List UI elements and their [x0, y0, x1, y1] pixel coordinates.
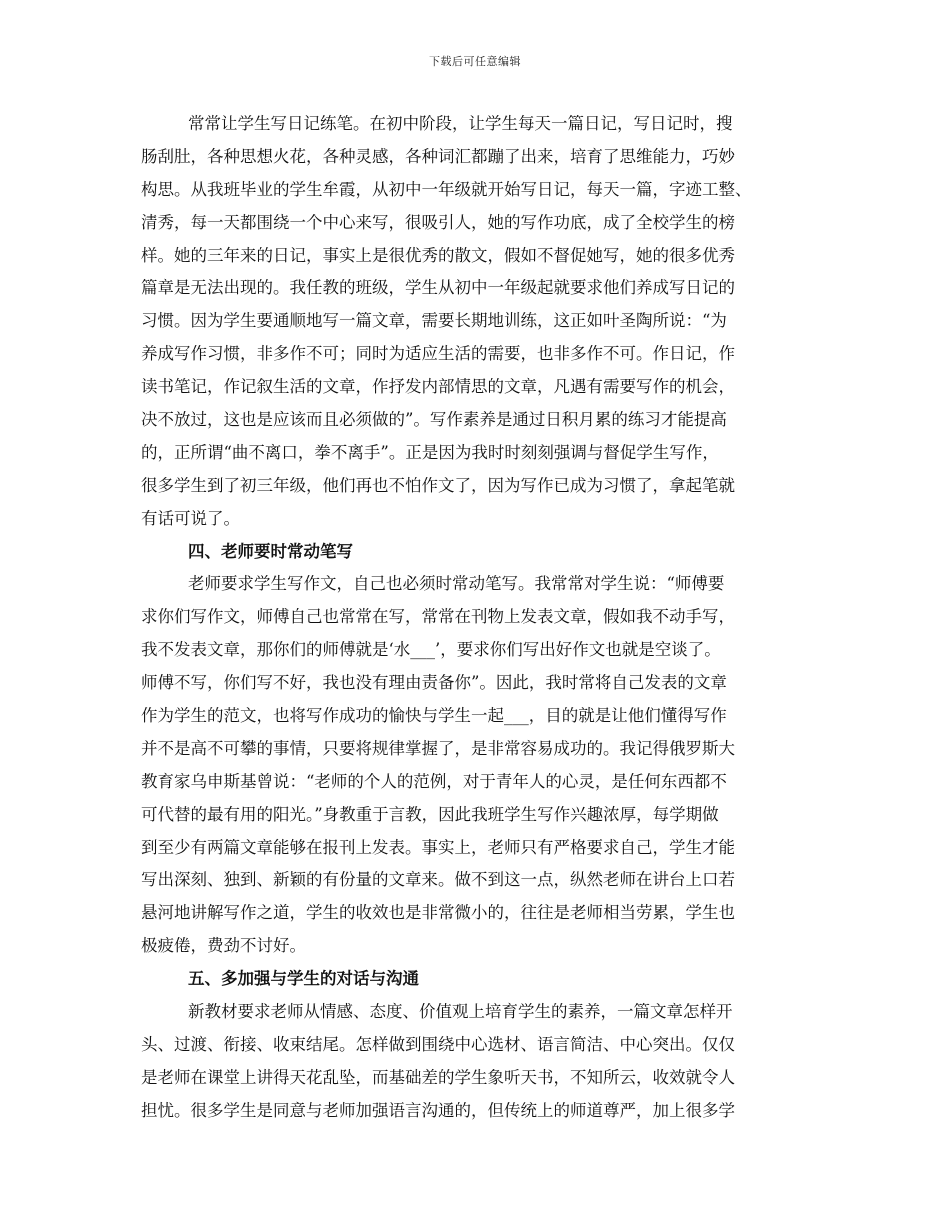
document-body: [141, 108, 826, 1128]
paragraph-line: 样。她的三年来的日记，事实上是很优秀的散文，假如不督促她写，她的很多优秀: [141, 245, 735, 265]
paragraph-line: 决不放过，这也是应该而且必须做的”。写作素养是通过日积月累的练习才能提高: [141, 410, 727, 430]
paragraph-line: 的，正所谓“曲不离口，拳不离手”。正是因为我时时刻刻强调与督促学生写作，: [141, 442, 719, 462]
paragraph-line: 头、过渡、衔接、收束结尾。怎样做到围绕中心选材、语言简洁、中心突出。仅仅: [141, 1034, 735, 1054]
section-heading: 五、多加强与学生的对话与沟通: [188, 969, 419, 989]
paragraph-line: 清秀，每一天都围绕一个中心来写，很吸引人，她的写作功底，成了全校学生的榜: [141, 212, 735, 232]
section-heading: 四、老师要时常动笔写: [188, 541, 353, 561]
paragraph-line: 是老师在课堂上讲得天花乱坠，而基础差的学生象听天书，不知所云，收效就令人: [141, 1067, 735, 1087]
paragraph-line: 到至少有两篇文章能够在报刊上发表。事实上，老师只有严格要求自己，学生才能: [141, 837, 735, 857]
paragraph-line: 篇章是无法出现的。我任教的班级，学生从初中一年级起就要求他们养成写日记的: [141, 278, 735, 298]
paragraph-line: 新教材要求老师从情感、态度、价值观上培育学生的素养，一篇文章怎样开: [188, 1002, 733, 1022]
paragraph-line: 肠刮肚，各种思想火花，各种灵感，各种词汇都蹦了出来，培育了思维能力，巧妙: [141, 146, 735, 166]
paragraph-line: 有话可说了。: [141, 508, 240, 528]
paragraph-line: 悬河地讲解写作之道，学生的收效也是非常微小的，往往是老师相当劳累，学生也: [141, 903, 735, 923]
paragraph-line: 可代替的最有用的阳光。”身教重于言教，因此我班学生写作兴趣浓厚，每学期做: [141, 804, 719, 824]
paragraph-line: 并不是高不可攀的事情，只要将规律掌握了，是非常容易成功的。我记得俄罗斯大: [141, 738, 735, 758]
paragraph-line: 写出深刻、独到、新颖的有份量的文章来。做不到这一点，纵然老师在讲台上口若: [141, 870, 735, 890]
paragraph-line: 常常让学生写日记练笔。在初中阶段，让学生每天一篇日记，写日记时，搜: [188, 114, 733, 133]
paragraph-line: 构思。从我班毕业的学生牟霞，从初中一年级就开始写日记，每天一篇，字迹工整、: [141, 179, 752, 199]
paragraph-line: 很多学生到了初三年级，他们再也不怕作文了，因为写作已成为习惯了，拿起笔就: [141, 475, 735, 495]
paragraph-line: 我不发表文章，那你们的师傅就是‘水___’，要求你们写出好作文也就是空谈了。: [141, 640, 721, 660]
paragraph-line: 教育家乌申斯基曾说：“老师的个人的范例，对于青年人的心灵，是任何东西都不: [141, 771, 727, 791]
paragraph-line: 作为学生的范文，也将写作成功的愉快与学生一起___，目的就是让他们懂得写作: [141, 706, 727, 726]
paragraph-line: 担忧。很多学生是同意与老师加强语言沟通的，但传统上的师道尊严，加上很多学: [141, 1100, 735, 1120]
paragraph-line: 养成写作习惯，非多作不可；同时为适应生活的需要，也非多作不可。作日记，作: [141, 344, 735, 364]
paragraph-line: 师傅不写，你们写不好，我也没有理由责备你”。因此，我时常将自己发表的文章: [141, 673, 727, 693]
page-header: 下载后可任意编辑: [429, 55, 521, 68]
paragraph-line: 极疲倦，费劲不讨好。: [141, 936, 306, 956]
paragraph-line: 求你们写作文，师傅自己也常常在写，常常在刊物上发表文章，假如我不动手写，: [141, 607, 735, 627]
paragraph-line: 读书笔记，作记叙生活的文章，作抒发内部情思的文章，凡遇有需要写作的机会，: [141, 377, 735, 397]
paragraph-line: 老师要求学生写作文，自己也必须时常动笔写。我常常对学生说：“师傅要: [188, 574, 725, 594]
paragraph-line: 习惯。因为学生要通顺地写一篇文章，需要长期地训练，这正如叶圣陶所说：“为: [141, 311, 727, 331]
